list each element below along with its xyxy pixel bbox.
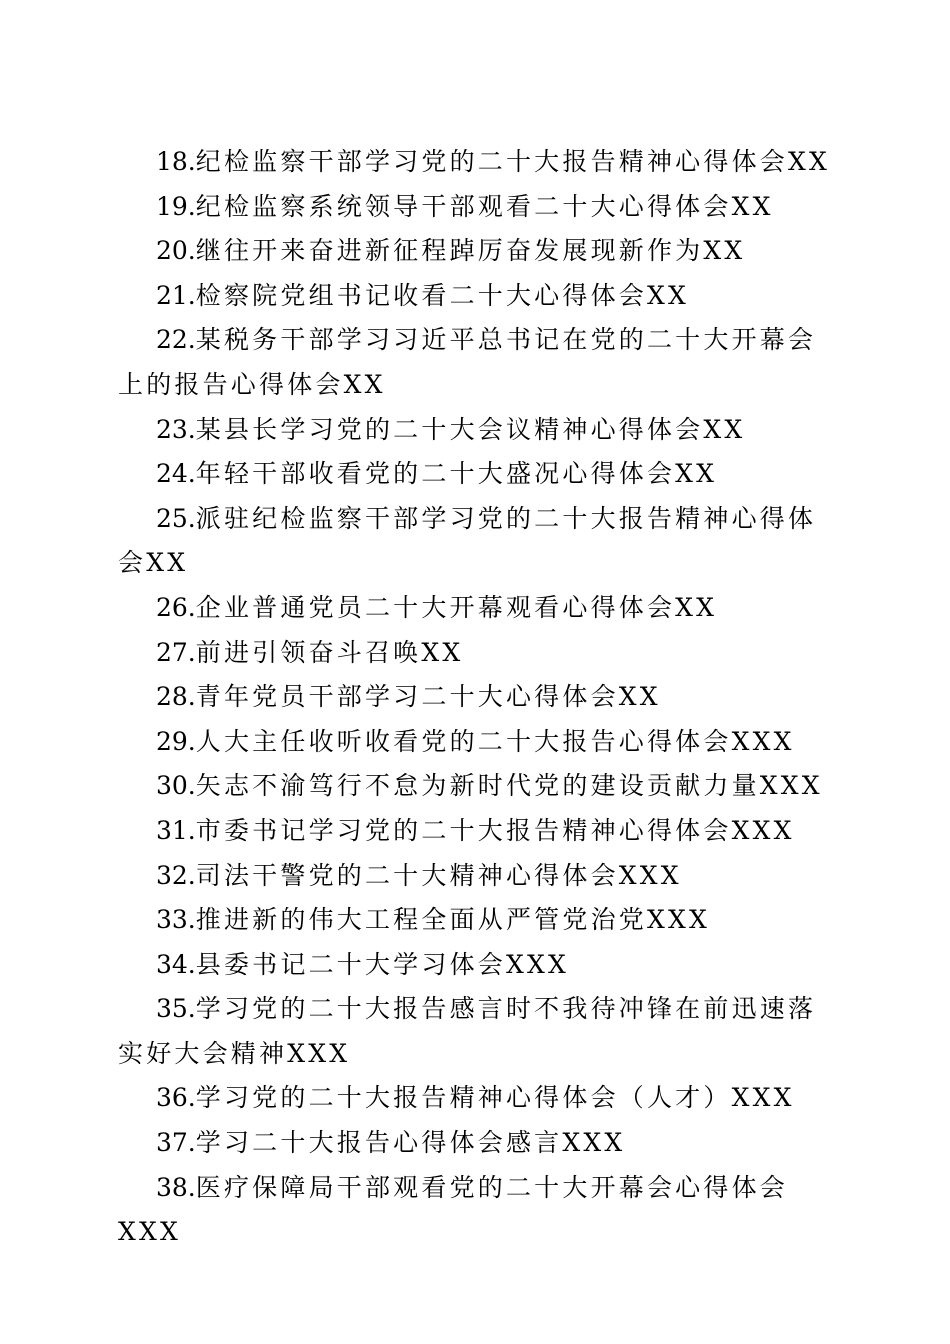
item-author: XX	[646, 280, 689, 310]
item-title: 年轻干部收看党的二十大盛况心得体会	[195, 459, 676, 489]
list-item	[118, 987, 830, 1076]
item-number: 32.	[156, 860, 196, 890]
item-title: 县委书记二十大学习体会	[195, 949, 506, 979]
item-number: 21.	[156, 280, 196, 310]
item-author: XX	[787, 147, 830, 176]
item-author: XX	[343, 369, 386, 399]
item-author: XXX	[118, 1217, 181, 1247]
item-number: 30.	[156, 771, 196, 801]
list-item	[118, 185, 830, 230]
item-number: 34.	[156, 949, 196, 979]
item-number: 35.	[156, 994, 196, 1024]
item-author: XX	[703, 414, 746, 444]
list-item	[118, 452, 830, 497]
item-author: XX	[146, 548, 189, 578]
item-title: 青年党员干部学习二十大心得体会	[195, 682, 619, 712]
item-author: XXX	[618, 860, 682, 890]
item-author: XX	[675, 459, 718, 489]
list-item	[118, 229, 830, 274]
list-item	[118, 898, 830, 943]
item-title: 前进引领奋斗召唤	[195, 637, 422, 667]
list-item	[118, 586, 830, 631]
item-author: XXX	[562, 1128, 626, 1158]
item-title: 学习二十大报告心得体会感言	[195, 1128, 563, 1158]
item-number: 19.	[156, 191, 196, 221]
item-number: 37.	[156, 1128, 196, 1158]
item-number: 23.	[156, 414, 196, 444]
item-number: 20.	[156, 236, 196, 266]
item-author: XX	[618, 682, 661, 712]
list-item	[118, 809, 830, 854]
item-title: 纪检监察干部学习党的二十大报告精神心得体会	[195, 147, 788, 176]
list-item	[118, 675, 830, 720]
item-number: 31.	[156, 815, 196, 845]
item-author: XX	[703, 236, 746, 266]
list-item	[118, 318, 830, 407]
item-number: 33.	[156, 905, 196, 935]
item-number: 22.	[156, 325, 196, 355]
item-title: 司法干警党的二十大精神心得体会	[195, 860, 619, 890]
item-author: XXX	[287, 1038, 351, 1068]
item-number: 24.	[156, 459, 196, 489]
item-title: 纪检监察系统领导干部观看二十大心得体会	[195, 191, 732, 221]
item-author: XXX	[731, 1083, 795, 1113]
list-item	[118, 764, 830, 809]
item-number: 18.	[156, 147, 196, 176]
item-author: XXX	[731, 726, 795, 756]
item-number: 29.	[156, 726, 196, 756]
item-title: 矢志不渝笃行不怠为新时代党的建设贡献力量	[195, 771, 760, 801]
article-list	[118, 140, 830, 1255]
item-title: 市委书记学习党的二十大报告精神心得体会	[195, 815, 732, 845]
item-author: XX	[675, 592, 718, 622]
list-item	[118, 631, 830, 676]
item-author: XX	[421, 637, 464, 667]
item-title: 企业普通党员二十大开幕观看心得体会	[195, 592, 676, 622]
list-item	[118, 1166, 830, 1255]
item-title: 医疗保障局干部观看党的二十大开幕会心得体会	[195, 1172, 788, 1202]
list-item	[118, 854, 830, 899]
item-number: 25.	[156, 503, 196, 533]
item-number: 36.	[156, 1083, 196, 1113]
item-title: 派驻纪检监察干部学习党的二十大报告精神心得体会	[118, 503, 817, 578]
list-item	[118, 140, 830, 185]
item-author: XXX	[646, 905, 710, 935]
item-title: 检察院党组书记收看二十大心得体会	[195, 280, 647, 310]
item-number: 27.	[156, 637, 196, 667]
list-item	[118, 943, 830, 988]
item-title: 某税务干部学习习近平总书记在党的二十大开幕会上的报告心得体会	[118, 325, 817, 399]
list-item	[118, 274, 830, 319]
item-author: XXX	[731, 815, 795, 845]
item-title: 继往开来奋进新征程踔厉奋发展现新作为	[195, 236, 704, 266]
list-item	[118, 408, 830, 453]
item-title: 学习党的二十大报告精神心得体会（人才）	[195, 1083, 732, 1113]
item-author: XXX	[505, 949, 569, 979]
item-number: 38.	[156, 1172, 196, 1202]
item-author: XXX	[759, 771, 823, 801]
list-item	[118, 1076, 830, 1121]
item-title: 某县长学习党的二十大会议精神心得体会	[195, 414, 704, 444]
item-title: 推进新的伟大工程全面从严管党治党	[195, 905, 647, 935]
list-item	[118, 720, 830, 765]
item-title: 学习党的二十大报告感言时不我待冲锋在前迅速落实好大会精神	[118, 994, 817, 1068]
item-number: 26.	[156, 592, 196, 622]
list-item	[118, 1121, 830, 1166]
list-item	[118, 497, 830, 586]
item-number: 28.	[156, 682, 196, 712]
item-author: XX	[731, 191, 774, 221]
item-title: 人大主任收听收看党的二十大报告心得体会	[195, 726, 732, 756]
